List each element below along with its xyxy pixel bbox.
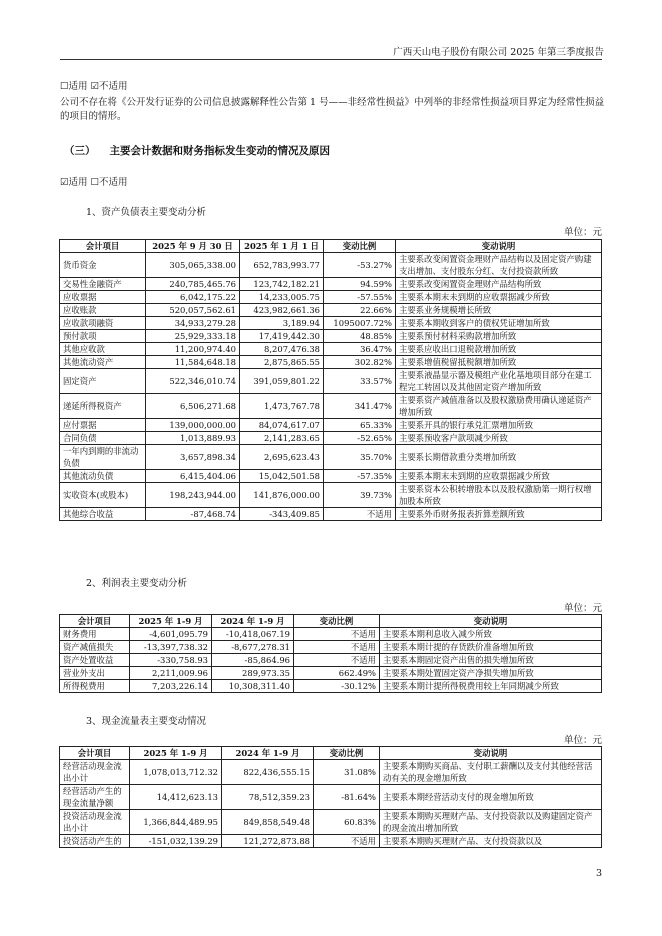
explanation-cell: 主要系改变闲置资金理财产品结构以及固定资产购建支出增加、支付股东分红、支付投资款所致 (396, 253, 602, 278)
value-cell: 11,584,648.18 (146, 356, 240, 369)
value-cell: -8,677,278.31 (212, 641, 294, 654)
value-cell: 662.49% (294, 667, 380, 680)
value-cell: 289,973.35 (212, 667, 294, 680)
column-header: 2025 年 1-9 月 (130, 615, 212, 628)
balance-sheet-unit: 单位：元 (563, 227, 602, 238)
table-row (60, 432, 602, 445)
explanation-cell: 主要系改变闲置资金理财产品结构所致 (396, 278, 602, 291)
non-recurring-note: 公司不存在将《公开发行证券的公司信息披露解释性公告第 1 号——非经常性损益》中列举的非经常性损益项目界定为经常性损益的项目的情形。 (60, 97, 605, 122)
table-row (60, 508, 602, 521)
item-cell: 营业外支出 (60, 667, 130, 680)
value-cell: 822,436,555.15 (222, 760, 314, 785)
item-cell: 应收账款 (60, 304, 146, 317)
table-row (60, 810, 602, 835)
column-header: 变动比例 (294, 615, 380, 628)
value-cell: 不适用 (294, 628, 380, 641)
explanation-cell: 主要系增值税留抵税额增加所致 (396, 356, 602, 369)
item-cell: 应收款项融资 (60, 317, 146, 330)
explanation-cell: 主要系本期经营活动支付的现金增加所致 (380, 785, 602, 810)
value-cell: 302.82% (324, 356, 396, 369)
explanation-cell: 主要系开具的银行承兑汇票增加所致 (396, 419, 602, 432)
column-header: 变动比例 (324, 240, 396, 253)
column-header: 2025 年 9 月 30 日 (146, 240, 240, 253)
item-cell: 固定资产 (60, 369, 146, 394)
value-cell: 522,346,010.74 (146, 369, 240, 394)
table-row (60, 680, 602, 693)
value-cell: 6,506,271.68 (146, 394, 240, 419)
table-row (60, 641, 602, 654)
value-cell: 34,933,279.28 (146, 317, 240, 330)
value-cell: 不适用 (314, 835, 380, 848)
explanation-cell: 主要系长期借款重分类增加所致 (396, 445, 602, 470)
explanation-cell: 主要系应收出口退税款增加所致 (396, 343, 602, 356)
page-number: 3 (595, 868, 602, 879)
table-header-row (60, 747, 602, 760)
explanation-cell: 主要系本期末未到期的应收票据减少所致 (396, 291, 602, 304)
column-header: 2025 年 1 月 1 日 (240, 240, 324, 253)
explanation-cell: 主要系本期购买理财产品、支付投资款以及购建固定资产的现金流出增加所致 (380, 810, 602, 835)
value-cell: 94.59% (324, 278, 396, 291)
value-cell: 不适用 (294, 654, 380, 667)
value-cell: 1,078,013,712.32 (130, 760, 222, 785)
explanation-cell: 主要系本期购买理财产品、支付投资款以及 (380, 835, 602, 848)
income-statement-title: 2、利润表主要变动分析 (86, 578, 188, 589)
value-cell: 10,308,311.40 (212, 680, 294, 693)
value-cell: -10,418,067.19 (212, 628, 294, 641)
value-cell: 2,141,283.65 (240, 432, 324, 445)
value-cell: -4,601,095.79 (130, 628, 212, 641)
value-cell: 17,419,442.30 (240, 330, 324, 343)
table-row (60, 343, 602, 356)
column-header: 会计项目 (60, 615, 130, 628)
item-cell: 投资活动现金流出小计 (60, 810, 130, 835)
item-cell: 其他流动负债 (60, 470, 146, 483)
item-cell: 应收票据 (60, 291, 146, 304)
value-cell: 141,876,000.00 (240, 483, 324, 508)
value-cell: -87,468.74 (146, 508, 240, 521)
section-heading (64, 143, 330, 158)
table-row (60, 317, 602, 330)
value-cell: 33.57% (324, 369, 396, 394)
value-cell: 65.33% (324, 419, 396, 432)
column-header: 2024 年 1-9 月 (222, 747, 314, 760)
value-cell: 2,875,865.55 (240, 356, 324, 369)
explanation-cell: 主要系本期收到客户的债权凭证增加所致 (396, 317, 602, 330)
explanation-cell: 主要系本期末未到期的应收票据减少所致 (396, 470, 602, 483)
value-cell: 6,415,404.06 (146, 470, 240, 483)
column-header: 变动说明 (380, 747, 602, 760)
value-cell: 不适用 (324, 508, 396, 521)
cashflow-table (59, 746, 602, 848)
value-cell: -53.27% (324, 253, 396, 278)
explanation-cell: 主要系本期购买商品、支付职工薪酬以及支付其他经营活动有关的现金增加所致 (380, 760, 602, 785)
value-cell: 1,473,767.78 (240, 394, 324, 419)
income-statement-unit: 单位：元 (563, 603, 602, 614)
value-cell: 不适用 (294, 641, 380, 654)
column-header: 2025 年 1-9 月 (130, 747, 222, 760)
balance-sheet-table (59, 239, 602, 521)
value-cell: 121,272,873.88 (222, 835, 314, 848)
balance-sheet-title: 1、资产负债表主要变动分析 (86, 207, 207, 218)
value-cell: 31.08% (314, 760, 380, 785)
value-cell: 15,042,501.58 (240, 470, 324, 483)
value-cell: 78,512,359.23 (222, 785, 314, 810)
value-cell: 123,742,182.21 (240, 278, 324, 291)
value-cell: 1,366,844,489.95 (130, 810, 222, 835)
value-cell: 3,189.94 (240, 317, 324, 330)
explanation-cell: 主要系本期固定资产出售的损失增加所致 (380, 654, 602, 667)
item-cell: 经营活动产生的现金流量净额 (60, 785, 130, 810)
explanation-cell: 主要系液晶显示器及模组产业化基地项目部分在建工程完工转固以及其他固定资产增加所致 (396, 369, 602, 394)
item-cell: 资产处置收益 (60, 654, 130, 667)
value-cell: 2,695,623.43 (240, 445, 324, 470)
value-cell: 25,929,333.18 (146, 330, 240, 343)
column-header: 会计项目 (60, 240, 146, 253)
value-cell: 11,200,974.40 (146, 343, 240, 356)
explanation-cell: 主要系预付材料采购款增加所致 (396, 330, 602, 343)
item-cell: 所得税费用 (60, 680, 130, 693)
table-row (60, 330, 602, 343)
table-row (60, 278, 602, 291)
explanation-cell: 主要系业务规模增长所致 (396, 304, 602, 317)
value-cell: 6,042,175.22 (146, 291, 240, 304)
column-header: 2024 年 1-9 月 (212, 615, 294, 628)
table-row (60, 470, 602, 483)
item-cell: 一年内到期的非流动负债 (60, 445, 146, 470)
item-cell: 递延所得税资产 (60, 394, 146, 419)
value-cell: -57.35% (324, 470, 396, 483)
table-row (60, 291, 602, 304)
value-cell: 520,057,562.61 (146, 304, 240, 317)
column-header: 变动说明 (380, 615, 602, 628)
value-cell: 652,783,993.77 (240, 253, 324, 278)
item-cell: 其他流动资产 (60, 356, 146, 369)
value-cell: -52.65% (324, 432, 396, 445)
value-cell: 22.66% (324, 304, 396, 317)
item-cell: 应付票据 (60, 419, 146, 432)
value-cell: 3,657,898.34 (146, 445, 240, 470)
table-row (60, 835, 602, 848)
value-cell: 305,065,338.00 (146, 253, 240, 278)
item-cell: 其他综合收益 (60, 508, 146, 521)
table-row (60, 253, 602, 278)
header-divider (60, 59, 602, 60)
value-cell: -85,864.96 (212, 654, 294, 667)
item-cell: 经营活动现金流出小计 (60, 760, 130, 785)
value-cell: 36.47% (324, 343, 396, 356)
item-cell: 其他应收款 (60, 343, 146, 356)
table-row (60, 785, 602, 810)
item-cell: 货币资金 (60, 253, 146, 278)
explanation-cell: 主要系本期处置固定资产净损失增加所致 (380, 667, 602, 680)
value-cell: 48.85% (324, 330, 396, 343)
value-cell: 35.70% (324, 445, 396, 470)
value-cell: -151,032,139.29 (130, 835, 222, 848)
explanation-cell: 主要系外币财务报表折算差额所致 (396, 508, 602, 521)
value-cell: 2,211,009.96 (130, 667, 212, 680)
value-cell: -330,758.93 (130, 654, 212, 667)
table-row (60, 356, 602, 369)
value-cell: 139,000,000.00 (146, 419, 240, 432)
value-cell: 341.47% (324, 394, 396, 419)
section-title: 主要会计数据和财务指标发生变动的情况及原因 (109, 145, 330, 157)
item-cell: 交易性金融资产 (60, 278, 146, 291)
explanation-cell: 主要系预收客户款项减少所致 (396, 432, 602, 445)
table-row (60, 419, 602, 432)
value-cell: 240,785,465.76 (146, 278, 240, 291)
value-cell: 14,412,623.13 (130, 785, 222, 810)
cashflow-unit: 单位：元 (563, 735, 602, 746)
table-row (60, 445, 602, 470)
value-cell: 423,982,661.36 (240, 304, 324, 317)
section-number: （三） (64, 145, 96, 157)
value-cell: 391,059,801.22 (240, 369, 324, 394)
table-row (60, 369, 602, 394)
item-cell: 实收资本(或股本) (60, 483, 146, 508)
value-cell: 1,013,889.93 (146, 432, 240, 445)
applicability-checkbox-1: ☐适用 ☑不适用 (60, 81, 128, 92)
value-cell: -81.64% (314, 785, 380, 810)
table-row (60, 654, 602, 667)
value-cell: 39.73% (324, 483, 396, 508)
income-statement-table (59, 614, 602, 693)
table-header-row (60, 240, 602, 253)
page-header: 广西天山电子股份有限公司 2025 年第三季度报告 (393, 47, 604, 58)
value-cell: 7,203,226.14 (130, 680, 212, 693)
table-row (60, 394, 602, 419)
explanation-cell: 主要系本期计提所得税费用较上年同期减少所致 (380, 680, 602, 693)
value-cell: -343,409.85 (240, 508, 324, 521)
applicability-checkbox-2: ☑适用 ☐不适用 (60, 177, 128, 188)
table-row (60, 304, 602, 317)
item-cell: 合同负债 (60, 432, 146, 445)
value-cell: -13,397,738.32 (130, 641, 212, 654)
value-cell: 198,243,944.00 (146, 483, 240, 508)
table-row (60, 628, 602, 641)
item-cell: 投资活动产生的 (60, 835, 130, 848)
table-header-row (60, 615, 602, 628)
value-cell: 14,233,005.75 (240, 291, 324, 304)
value-cell: -57.55% (324, 291, 396, 304)
explanation-cell: 主要系资本公积转增股本以及股权激励第一期行权增加股本所致 (396, 483, 602, 508)
item-cell: 预付款项 (60, 330, 146, 343)
explanation-cell: 主要系资产减值准备以及股权激励费用确认递延资产增加所致 (396, 394, 602, 419)
explanation-cell: 主要系本期计提的存货跌价准备增加所致 (380, 641, 602, 654)
value-cell: -30.12% (294, 680, 380, 693)
explanation-cell: 主要系本期利息收入减少所致 (380, 628, 602, 641)
table-row (60, 760, 602, 785)
value-cell: 849,858,549.48 (222, 810, 314, 835)
item-cell: 财务费用 (60, 628, 130, 641)
value-cell: 1095007.72% (324, 317, 396, 330)
value-cell: 84,074,617.07 (240, 419, 324, 432)
table-row (60, 667, 602, 680)
table-row (60, 483, 602, 508)
cashflow-title: 3、现金流量表主要变动情况 (86, 716, 207, 727)
value-cell: 60.83% (314, 810, 380, 835)
column-header: 变动比例 (314, 747, 380, 760)
column-header: 变动说明 (396, 240, 602, 253)
item-cell: 资产减值损失 (60, 641, 130, 654)
column-header: 会计项目 (60, 747, 130, 760)
value-cell: 8,207,476.38 (240, 343, 324, 356)
